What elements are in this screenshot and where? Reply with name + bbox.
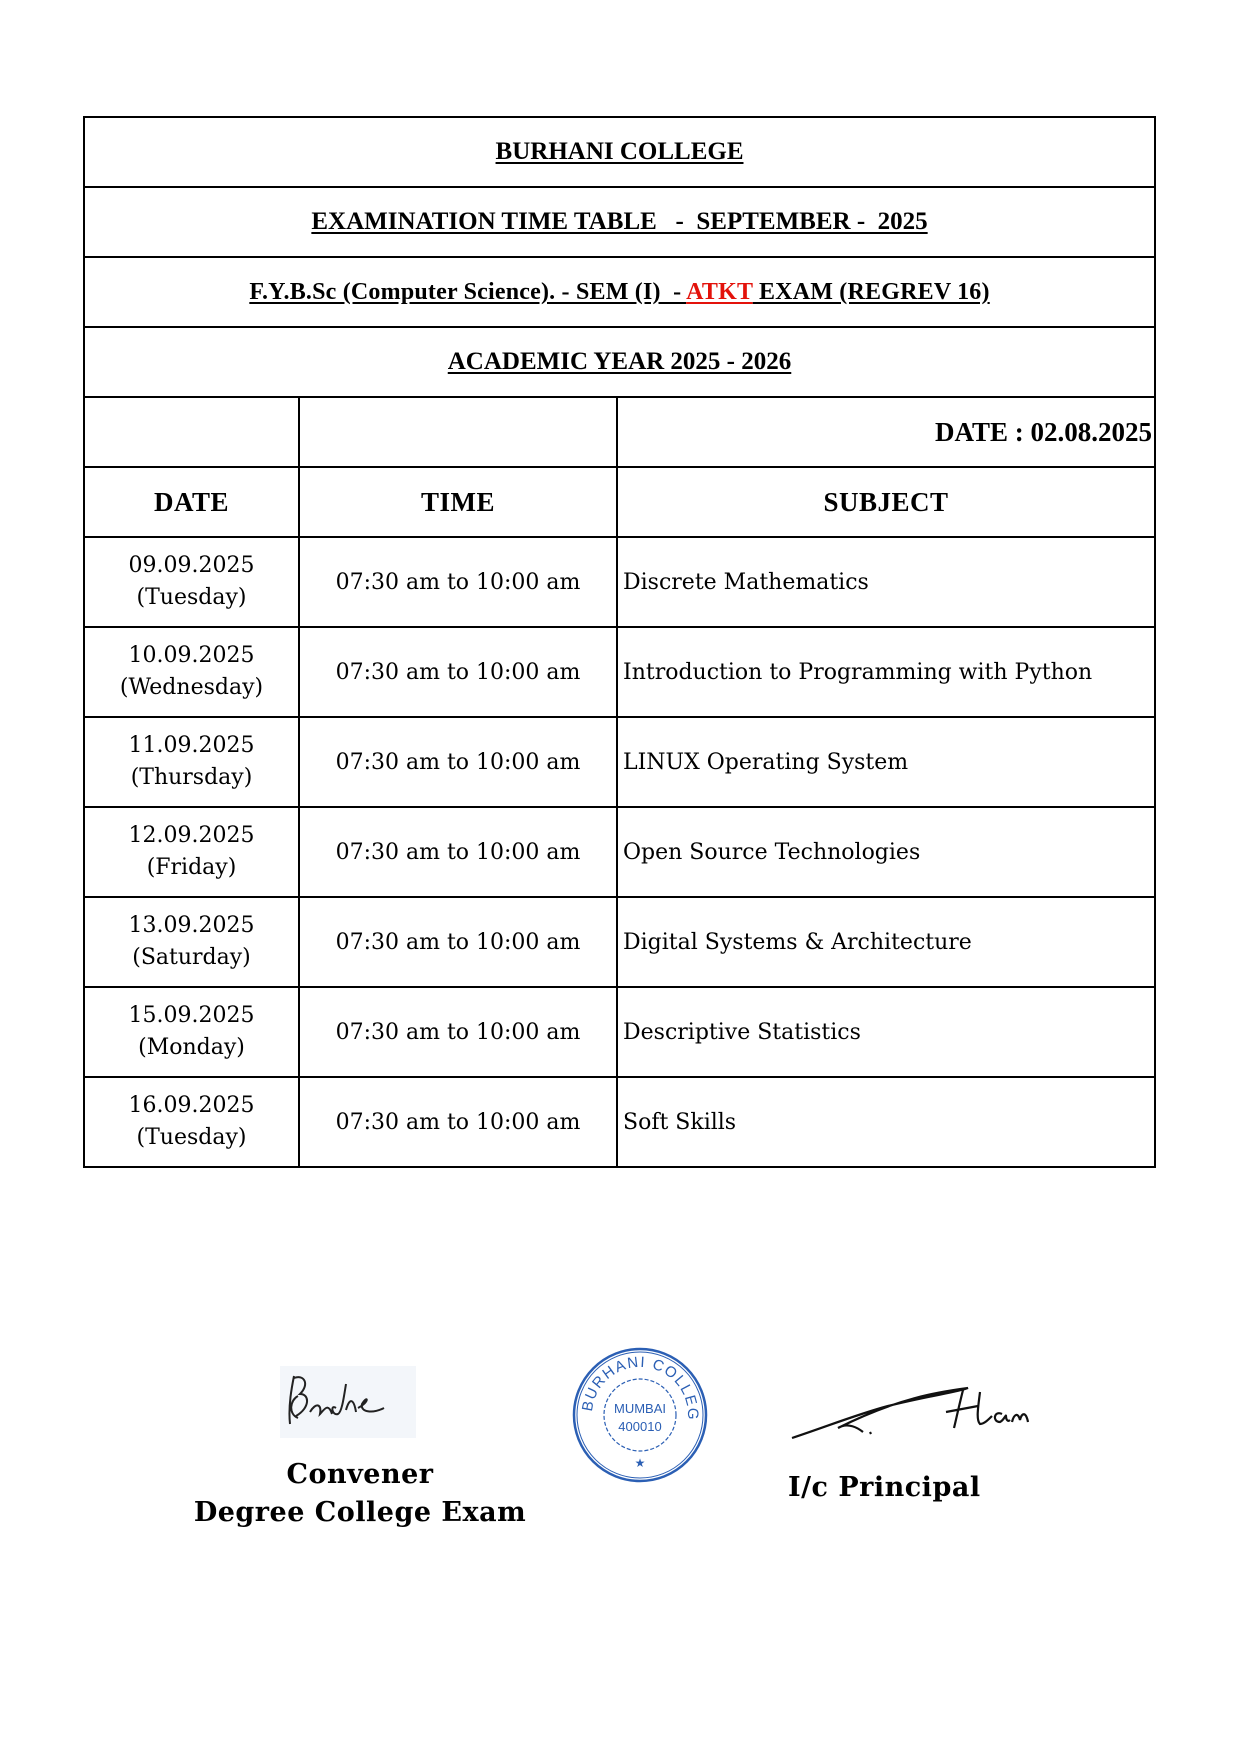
exam-day: (Friday): [146, 855, 237, 880]
college-stamp-icon: [570, 1345, 710, 1485]
exam-date-cell: [84, 807, 299, 897]
blank-cell: [299, 397, 617, 467]
exam-date-cell: [84, 717, 299, 807]
exam-day: (Tuesday): [136, 585, 247, 610]
column-header-date: DATE: [84, 467, 299, 537]
column-header-subject: SUBJECT: [617, 467, 1155, 537]
star-icon: ★: [634, 1456, 646, 1470]
stamp-ring-text: BURHANI COLLEG: [578, 1353, 702, 1422]
principal-title: I/c Principal: [788, 1472, 981, 1503]
table-row: [84, 987, 1155, 1077]
exam-time: 07:30 am to 10:00 am: [299, 537, 617, 627]
exam-timetable: [83, 116, 1156, 1168]
blank-cell: [84, 397, 299, 467]
principal-signature-icon: [788, 1370, 1038, 1450]
exam-subject: LINUX Operating System: [617, 717, 1155, 807]
exam-day: (Monday): [138, 1035, 245, 1060]
exam-subject: Discrete Mathematics: [617, 537, 1155, 627]
exam-time: 07:30 am to 10:00 am: [299, 717, 617, 807]
exam-day: (Thursday): [130, 765, 253, 790]
exam-date: 15.09.2025: [128, 1003, 255, 1028]
stamp-pin: 400010: [618, 1419, 662, 1434]
exam-date: 16.09.2025: [128, 1093, 255, 1118]
convener-title: [180, 1456, 540, 1532]
exam-time: 07:30 am to 10:00 am: [299, 627, 617, 717]
exam-date-cell: [84, 897, 299, 987]
academic-year-cell: [84, 327, 1155, 397]
exam-date-cell: [84, 987, 299, 1077]
table-row: [84, 807, 1155, 897]
exam-subject: Introduction to Programming with Python: [617, 627, 1155, 717]
exam-title: EXAMINATION TIME TABLE - SEPTEMBER - 2025: [311, 208, 928, 235]
college-stamp: [570, 1345, 710, 1485]
exam-time: 07:30 am to 10:00 am: [299, 807, 617, 897]
course-prefix: F.Y.B.Sc (Computer Science). - SEM (I) -: [249, 278, 687, 305]
table-row: [84, 627, 1155, 717]
exam-subject: Descriptive Statistics: [617, 987, 1155, 1077]
exam-subject: Digital Systems & Architecture: [617, 897, 1155, 987]
table-row: [84, 717, 1155, 807]
exam-date-cell: [84, 627, 299, 717]
course-suffix: EXAM (REGREV 16): [752, 278, 990, 305]
table-row: [84, 537, 1155, 627]
table-row: [84, 897, 1155, 987]
table-row: [84, 1077, 1155, 1167]
course-cell: [84, 257, 1155, 327]
college-name-cell: [84, 117, 1155, 187]
exam-date: 09.09.2025: [128, 553, 255, 578]
exam-day: (Tuesday): [136, 1125, 247, 1150]
convener-signature: [280, 1366, 416, 1438]
exam-time: 07:30 am to 10:00 am: [299, 897, 617, 987]
academic-year: ACADEMIC YEAR 2025 - 2026: [447, 348, 792, 375]
exam-time: 07:30 am to 10:00 am: [299, 1077, 617, 1167]
exam-day: (Saturday): [132, 945, 251, 970]
convener-title-line2: Degree College Exam: [193, 1497, 527, 1528]
principal-signature: [788, 1370, 1038, 1450]
exam-date: 12.09.2025: [128, 823, 255, 848]
exam-day: (Wednesday): [119, 675, 264, 700]
exam-subject: Open Source Technologies: [617, 807, 1155, 897]
exam-title-cell: [84, 187, 1155, 257]
exam-date: 13.09.2025: [128, 913, 255, 938]
exam-date: 10.09.2025: [128, 643, 255, 668]
column-header-time: TIME: [299, 467, 617, 537]
stamp-city: MUMBAI: [614, 1401, 666, 1416]
exam-subject: Soft Skills: [617, 1077, 1155, 1167]
exam-date: 11.09.2025: [128, 733, 255, 758]
issue-date: DATE : 02.08.2025: [617, 397, 1155, 467]
atkt-highlight: ATKT: [686, 278, 753, 305]
college-name: BURHANI COLLEGE: [495, 138, 744, 165]
table-body: [84, 537, 1155, 1167]
convener-signature-icon: [280, 1366, 416, 1438]
exam-date-cell: [84, 537, 299, 627]
exam-time: 07:30 am to 10:00 am: [299, 987, 617, 1077]
convener-title-line1: Convener: [286, 1459, 434, 1490]
exam-date-cell: [84, 1077, 299, 1167]
